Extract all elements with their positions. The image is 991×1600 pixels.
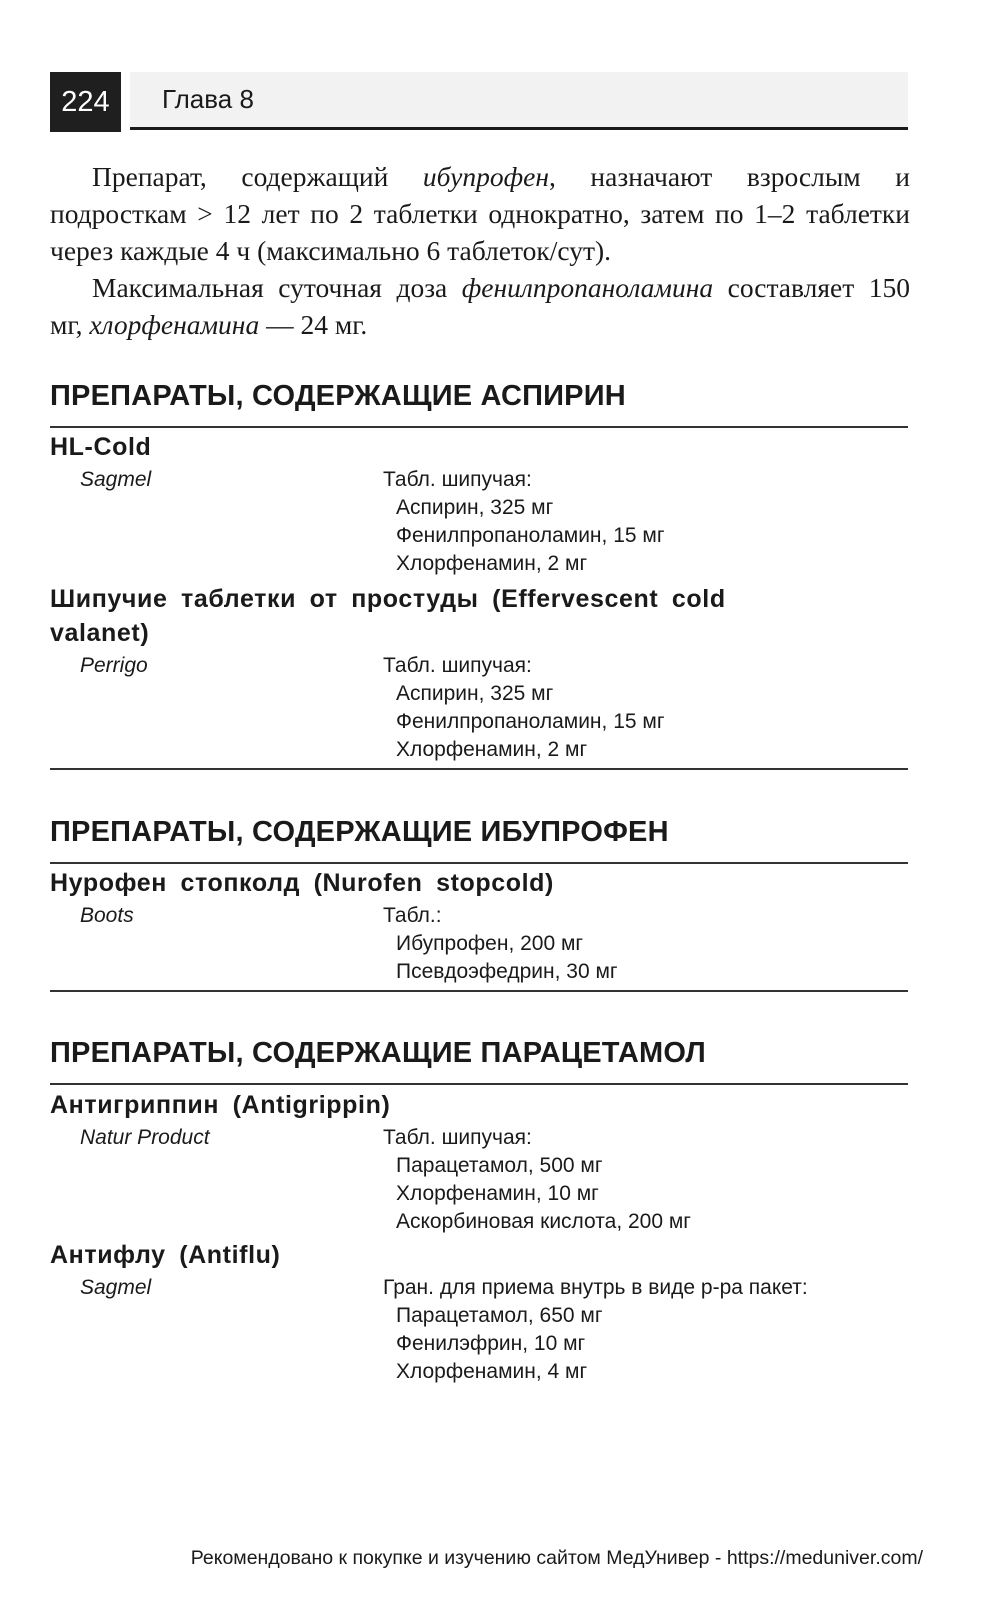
- section-rule: [50, 1083, 908, 1085]
- section-rule: [50, 426, 908, 428]
- product-name: Антифлу (Antiflu): [50, 1241, 281, 1269]
- section-rule: [50, 768, 908, 770]
- paragraph-text: — 24 мг.: [259, 309, 368, 340]
- component: Аскорбиновая кислота, 200 мг: [396, 1210, 691, 1233]
- component: Аспирин, 325 мг: [396, 496, 554, 519]
- drug-name: ибупрофен: [422, 161, 549, 192]
- manufacturer: Perrigo: [80, 654, 148, 677]
- section-rule: [50, 990, 908, 992]
- paragraph-text: составляет 150 мг,: [50, 272, 910, 340]
- product-name: Шипучие таблетки от простуды (Effervescent cold valanet): [50, 585, 726, 647]
- chapter-title: Глава 8: [162, 84, 254, 114]
- paragraph-text: Максимальная суточная доза: [92, 272, 462, 303]
- product-name: Антигриппин (Antigrippin): [50, 1091, 391, 1119]
- manufacturer: Sagmel: [80, 1276, 152, 1299]
- component: Хлорфенамин, 2 мг: [396, 738, 588, 761]
- component: Парацетамол, 650 мг: [396, 1304, 603, 1327]
- page-number: 224: [50, 72, 121, 132]
- manufacturer: Natur Product: [80, 1126, 210, 1149]
- product-name: Нурофен стопколд (Nurofen stopcold): [50, 869, 554, 897]
- component: Фенилэфрин, 10 мг: [396, 1332, 586, 1355]
- page-header: [50, 72, 908, 132]
- component: Аспирин, 325 мг: [396, 682, 554, 705]
- paragraph-max-dose: [50, 269, 910, 343]
- paragraph-ibuprofen-dosage: [50, 158, 910, 269]
- section-title-paracetamol: ПРЕПАРАТЫ, СОДЕРЖАЩИЕ ПАРАЦЕТАМОЛ: [50, 1037, 706, 1069]
- component: Хлорфенамин, 4 мг: [396, 1360, 588, 1383]
- paragraph-text: Препарат, содержащий: [92, 161, 423, 192]
- dosage-form: Гран. для приема внутрь в виде р-ра пакет:: [383, 1276, 808, 1299]
- header-rule: [130, 127, 908, 130]
- component: Хлорфенамин, 10 мг: [396, 1182, 599, 1205]
- dosage-form: Табл. шипучая:: [383, 468, 532, 491]
- drug-name: хлорфенамина: [89, 309, 260, 340]
- section-rule: [50, 862, 908, 864]
- dosage-form: Табл.:: [383, 904, 442, 927]
- component: Парацетамол, 500 мг: [396, 1154, 603, 1177]
- component: Псевдоэфедрин, 30 мг: [396, 960, 618, 983]
- component: Ибупрофен, 200 мг: [396, 932, 584, 955]
- product-name: HL-Cold: [50, 433, 152, 461]
- component: Фенилпропаноламин, 15 мг: [396, 710, 665, 733]
- component: Фенилпропаноламин, 15 мг: [396, 524, 665, 547]
- dosage-form: Табл. шипучая:: [383, 654, 532, 677]
- component: Хлорфенамин, 2 мг: [396, 552, 588, 575]
- manufacturer: Boots: [80, 904, 134, 927]
- section-title-ibuprofen: ПРЕПАРАТЫ, СОДЕРЖАЩИЕ ИБУПРОФЕН: [50, 816, 669, 848]
- dosage-form: Табл. шипучая:: [383, 1126, 532, 1149]
- paragraph-text: , назначают взрослым и подросткам > 12 лет по 2 таблетки однократно, затем по 1–2 таблетки через каждые 4 ч (максимально 6 таблеток/сут).: [50, 161, 911, 266]
- drug-name: фенилпропаноламина: [461, 272, 714, 303]
- section-title-aspirin: ПРЕПАРАТЫ, СОДЕРЖАЩИЕ АСПИРИН: [50, 380, 626, 412]
- footer-recommendation: Рекомендовано к покупке и изучению сайтом МедУнивер - https://meduniver.com/: [190, 1547, 923, 1569]
- manufacturer: Sagmel: [80, 468, 152, 491]
